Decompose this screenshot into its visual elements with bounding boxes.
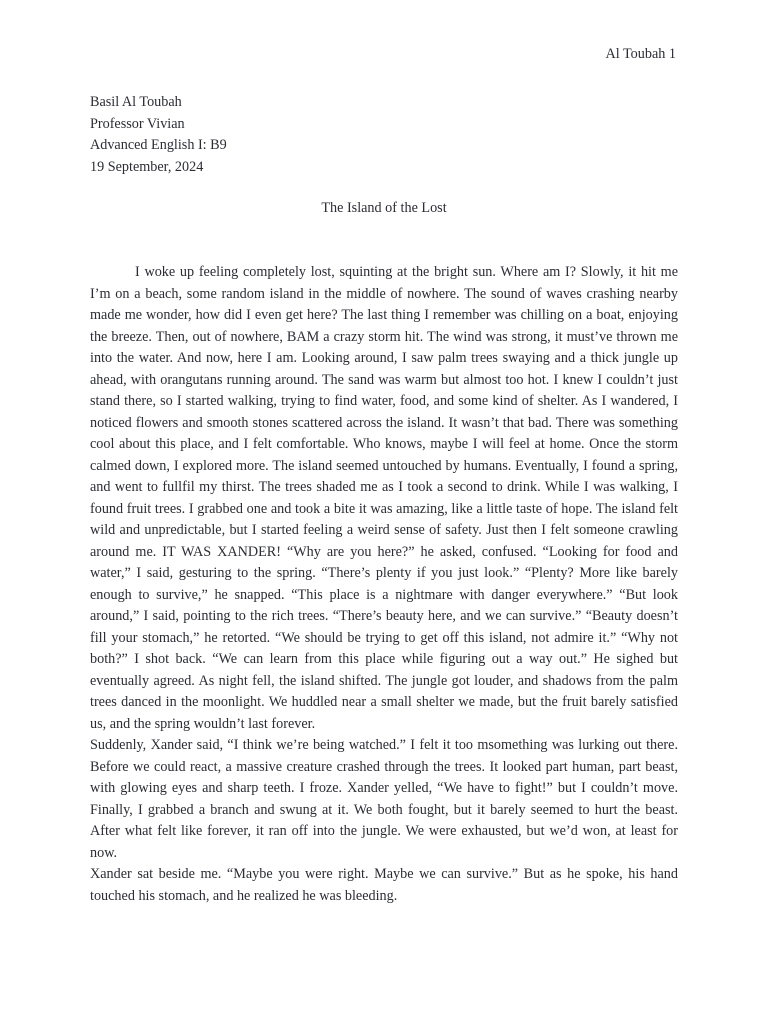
paragraph: Suddenly, Xander said, “I think we’re being watched.” I felt it too msomething was lurking out there. Before we could react, a massive creature crashed through the trees. It looked part human, part beast, with glowing eyes and sharp teeth. I froze. Xander yelled, “We have to fight!” but I couldn’t move. Finally, I grabbed a branch and swung at it. We both fought, but it barely seemed to hurt the beast. After what felt like forever, it ran off into the jungle. We were exhausted, but we’d won, at least for now. — [90, 737, 678, 861]
paragraph: Xander sat beside me. “Maybe you were right. Maybe we can survive.” But as he spoke, his hand touched his stomach, and he realized he was bleeding. — [90, 866, 678, 904]
professor-name: Professor Vivian — [90, 115, 185, 132]
course-name: Advanced English I: B9 — [90, 137, 227, 153]
mla-heading — [90, 92, 227, 178]
author-name: Basil Al Toubah — [90, 94, 182, 110]
running-head: Al Toubah 1 — [605, 46, 676, 62]
paragraph: I woke up feeling completely lost, squinting at the bright sun. Where am I? Slowly, it hit me I’m on a beach, some random island in the middle of nowhere. The sound of waves crashing nearby made me wonder, how did I even get here? The last thing I remember was chilling on a boat, enjoying the breeze. Then, out of nowhere, BAM a crazy storm hit. The wind was strong, it must’ve thrown me into the water. And now, here I am. Looking around, I saw palm trees swaying and a thick jungle up ahead, with orangutans running around. The sand was warm but almost too hot. I knew I couldn’t just stand there, so I started walking, trying to find water, food, and some kind of shelter. As I wandered, I noticed flowers and smooth stones scattered across the island. It wasn’t that bad. There was something cool about this place, and I felt comfortable. Who knows, maybe I will feel at home. Once the storm calmed down, I explored more. The island seemed untouched by humans. Eventually, I found a spring, and went to fullfil my thirst. The trees shaded me as I took a second to drink. While I was walking, I found fruit trees. I grabbed one and took a bite it was amazing, like a little taste of hope. The island felt wild and unpredictable, but I started feeling a weird sense of safety. Just then I felt someone crawling around me. IT WAS XANDER! “Why are you here?” he asked, confused. “Looking for food and water,” I said, gesturing to the spring. “There’s plenty if you just look.” “Plenty? More like barely enough to survive,” he snapped. “This place is a nightmare with danger everywhere.” “But look around,” I said, pointing to the rich trees. “There’s beauty here, and we can survive.” “Beauty doesn’t fill your stomach,” he retorted. “We should be trying to get off this island, not admire it.” “Why not both?” I shot back. “We can learn from this place while figuring out a way out.” He sighed but eventually agreed. As night fell, the island shifted. The jungle got louder, and shadows from the palm trees danced in the moonlight. We huddled near a small shelter we made, but the fruit barely satisfied us, and the spring wouldn’t last forever. — [90, 264, 678, 732]
essay-title: The Island of the Lost — [321, 200, 447, 216]
essay-date: 19 September, 2024 — [90, 158, 204, 175]
essay-body — [90, 262, 678, 907]
